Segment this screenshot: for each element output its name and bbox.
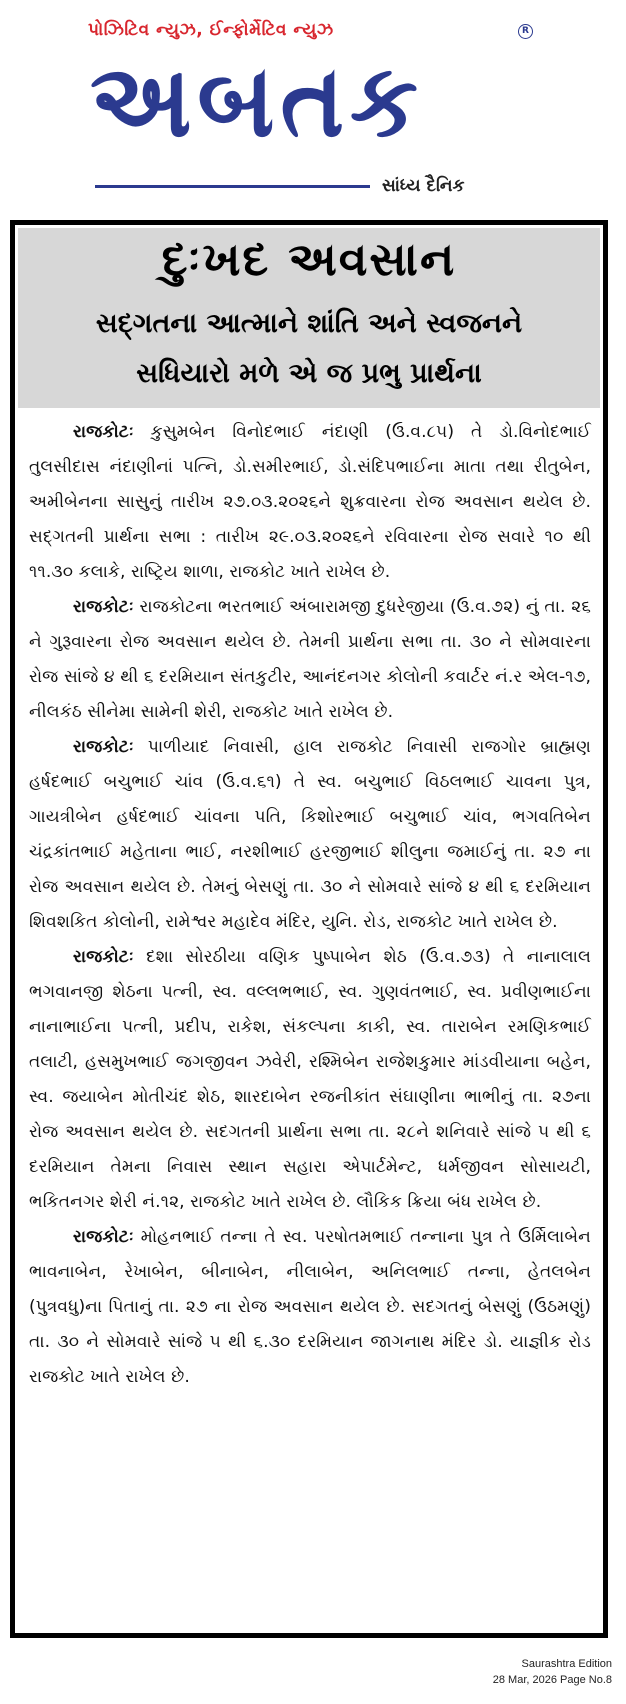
date-page-label: 28 Mar, 2026 Page No.8 — [492, 1674, 612, 1686]
obituary-entry — [29, 730, 591, 940]
entry-place: રાજકોટઃ — [73, 422, 134, 442]
entry-text: કુસુમબેન વિનોદભાઈ નંદાણી (ઉ.વ.૮૫) તે ડો.વિનોદભાઈ તુલસીદાસ નંદાણીનાં પત્નિ, ડો.સમીરભાઈ, ડો.સંદિપભાઈના માતા તથા રીતુબેન, અમીબેનના સાસુનું તારીખ ૨૭.૦૩.૨૦૨૬ને શુક્રવારના રોજ અવસાન થયેલ છે. સદ્ગતની પ્રાર્થના સભા : તારીખ ૨૯.૦૩.૨૦૨૬ને રવિવારના રોજ સવારે ૧૦ થી ૧૧.૩૦ કલાકે, રાષ્ટ્રિય શાળા, રાજકોટ ખાતે રાખેલ છે. — [29, 422, 591, 582]
registered-mark: R — [518, 24, 533, 39]
notice-subtitle-line1: સદ્ગતના આત્માને શાંતિ અને સ્વજનને — [95, 308, 523, 339]
masthead — [0, 0, 626, 205]
obituary-entry — [29, 415, 591, 590]
entry-text: રાજકોટના ભરતભાઈ અંબારામજી દુધરેજીયા (ઉ.વ.૭૨) નું તા. ૨૬ ને ગુરૂવારના રોજ અવસાન થયેલ છે. તેમની પ્રાર્થના સભા તા. ૩૦ ને સોમવારના રોજ સાંજે ૪ થી ૬ દરમિયાન સંતકુટીર, આનંદનગર કોલોની કવાર્ટર નં.ર એલ-૧૭, નીલકંઠ સીનેમા સામેની શેરી, રાજકોટ ખાતે રાખેલ છે. — [29, 597, 591, 722]
entry-place: રાજકોટઃ — [73, 947, 134, 967]
entry-text: પાળીયાદ નિવાસી, હાલ રાજકોટ નિવાસી રાજગોર બ્રાહ્મણ હર્ષદભાઈ બચુભાઈ ચાંવ (ઉ.વ.૬૧) તે સ્વ. બચુભાઈ વિઠલભાઈ ચાવના પુત્ર, ગાયત્રીબેન હર્ષદભાઈ ચાંવના પતિ, કિશોરભાઈ બચુભાઈ ચાંવ, ભગવતિબેન ચંદ્રકાંતભાઈ મહેતાના ભાઈ, નરશીભાઈ હરજીભાઈ શીલુના જમાઈનું તા. ૨૭ ના રોજ અવસાન થયેલ છે. તેમનું બેસણું તા. ૩૦ ને સોમવારે સાંજે ૪ થી ૬ દરમિયાન શિવશકિત કોલોની, રામેશ્વર મહાદેવ મંદિર, યુનિ. રોડ, રાજકોટ ખાતે રાખેલ છે. — [29, 737, 591, 932]
entry-place: રાજકોટઃ — [73, 597, 134, 617]
entry-place: રાજકોટઃ — [73, 737, 134, 757]
tagline: પોઝિટિવ ન્યુઝ, ઈન્ફોર્મેટિવ ન્યુઝ — [88, 20, 334, 40]
edition-label: Saurashtra Edition — [521, 1658, 612, 1670]
notice-header — [18, 228, 600, 408]
obituary-entries — [29, 415, 591, 1395]
notice-subtitle-line2: સધિયારો મળે એ જ પ્રભુ પ્રાર્થના — [136, 358, 482, 389]
entry-text: મોહનભાઈ તન્ના તે સ્વ. પરષોતમભાઈ તન્નાના પુત્ર તે ઉર્મિલાબેન ભાવનાબેન, રેખાબેન, બીનાબેન, નીલાબેન, અનિલભાઈ તન્ના, હેતલબેન (પુત્રવધુ)ના પિતાનું તા. ૨૭ ના રોજ અવસાન થયેલ છે. સદગતનું બેસણું (ઉઠમણું) તા. ૩૦ ને સોમવારે સાંજે ૫ થી ૬.૩૦ દરમિયાન જાગનાથ મંદિર ડો. યાજ્ઞીક રોડ રાજકોટ ખાતે રાખેલ છે. — [29, 1227, 591, 1387]
obituary-entry — [29, 590, 591, 730]
obituary-entry — [29, 940, 591, 1220]
masthead-subtitle: સાંધ્ય દૈનિક — [382, 176, 465, 196]
notice-title: દુઃખદ અવસાન — [161, 232, 457, 286]
obituary-notice — [10, 220, 608, 1638]
entry-text: દશા સોરઠીયા વણિક પુષ્પાબેન શેઠ (ઉ.વ.૭૩) તે નાનાલાલ ભગવાનજી શેઠના પત્ની, સ્વ. વલ્લભભાઈ, સ્વ. ગુણવંતભાઈ, સ્વ. પ્રવીણભાઈના નાનાભાઈના પત્ની, પ્રદીપ, રાકેશ, સંકલ્પના કાકી, સ્વ. તારાબેન રમણિકભાઈ તલાટી, હસમુખભાઈ જગજીવન ઝવેરી, રશ્મિબેન રાજેશકુમાર માંડવીયાના બહેન, સ્વ. જયાબેન મોતીચંદ શેઠ, શારદાબેન રજનીકાંત સંઘાણીના ભાભીનું તા. ૨૭ના રોજ અવસાન થયેલ છે. સદગતની પ્રાર્થના સભા તા. ૨૮ને શનિવારે સાંજે ૫ થી ૬ દરમિયાન તેમના નિવાસ સ્થાન સહારા એપાર્ટમેન્ટ, ધર્મજીવન સોસાયટી, ભકિતનગર શેરી નં.૧૨, રાજકોટ ખાતે રાખેલ છે. લૌકિક ક્રિયા બંધ રાખેલ છે. — [29, 947, 591, 1212]
masthead-divider — [95, 185, 370, 188]
brand-logo: અબતક — [90, 42, 424, 160]
entry-place: રાજકોટઃ — [73, 1227, 134, 1247]
page-footer — [493, 1656, 612, 1688]
obituary-entry — [29, 1220, 591, 1395]
